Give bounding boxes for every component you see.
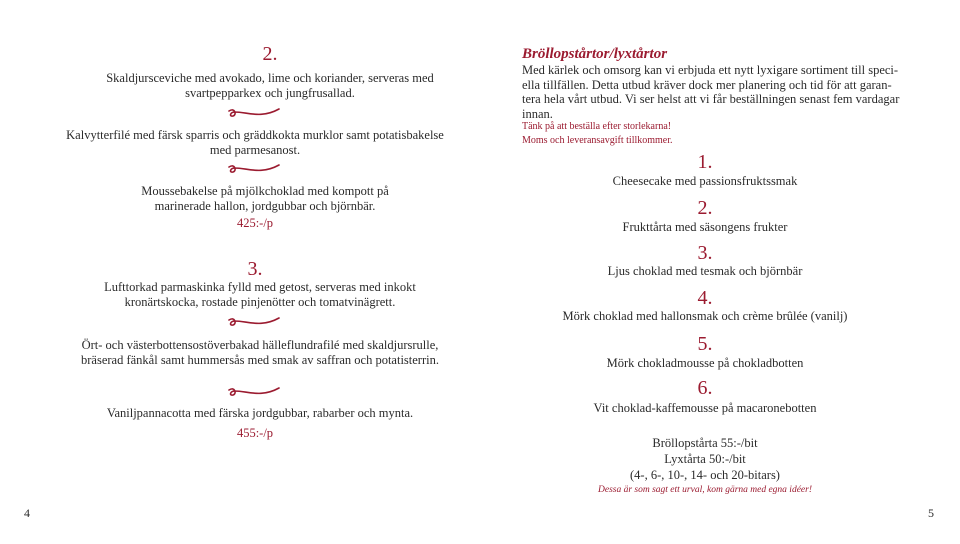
cake-number: 2. xyxy=(697,197,713,219)
cakes-heading: Bröllopstårtor/lyxtårtor xyxy=(522,46,668,62)
cakes-notes xyxy=(522,120,673,148)
intro-line: tera hela vårt utbud. Vi ser helst att vi får beställningen senast fem vardagar xyxy=(522,92,900,106)
note-line: Moms och leveransavgift tillkommer. xyxy=(522,135,673,146)
menu-3-starter: Lufttorkad parmaskinka fylld med getost, serveras med inkokt kronärtskocka, rostade pinjenötter och tomatvinägrett. xyxy=(104,280,416,309)
page-number-left: 4 xyxy=(24,506,30,520)
menu-3-dessert: Vaniljpannacotta med färska jordgubbar, rabarber och mynta. xyxy=(106,406,414,420)
menu-2-main: Kalvytterfilé med färsk sparris och gräddkokta murklor samt potatisbakelse med parmesanost. xyxy=(66,128,444,157)
cake-name: Vit choklad-kaffemousse på macaronebotten xyxy=(593,401,817,415)
cake-name: Ljus choklad med tesmak och björnbär xyxy=(607,264,803,278)
cake-name: Mörk chokladmousse på chokladbotten xyxy=(606,356,804,370)
intro-line: ella tillfällen. Detta utbud kräver dock mer planering och tid för att garan- xyxy=(522,77,892,92)
menu-number-2: 2. xyxy=(262,43,278,65)
menu-3-main: Ört- och västerbottensostöverbakad hälleflundrafilé med skaldjursrulle, bräserad fänkål samt hummersås med smak av saffran och potatisterrin. xyxy=(81,338,439,367)
flourish-divider-icon xyxy=(227,163,283,177)
cakes-intro xyxy=(522,63,902,121)
menu-2-dessert: Moussebakelse på mjölkchoklad med kompott på marinerade hallon, jordgubbar och björnbär. xyxy=(141,184,389,213)
cake-number: 4. xyxy=(697,287,713,309)
flourish-divider-icon xyxy=(227,316,283,330)
cake-number: 1. xyxy=(697,151,713,173)
page-number-right: 5 xyxy=(928,506,934,520)
intro-line: Med kärlek och omsorg kan vi erbjuda ett nytt lyxigare sortiment till speci- xyxy=(522,63,899,77)
menu-3-price: 455:-/p xyxy=(236,426,274,440)
price-luxury-cake: Lyxtårta 50:-/bit xyxy=(664,452,746,466)
cake-number: 5. xyxy=(697,333,713,355)
cake-number: 6. xyxy=(697,377,713,399)
cake-name: Cheesecake med passionsfruktssmak xyxy=(612,174,798,188)
note-line: Tänk på att beställa efter storlekarna! xyxy=(522,121,672,132)
cake-name: Frukttårta med säsongens frukter xyxy=(622,220,788,234)
cake-sizes: (4-, 6-, 10-, 14- och 20-bitars) xyxy=(630,468,780,482)
flourish-divider-icon xyxy=(227,386,283,400)
cake-name: Mörk choklad med hallonsmak och crème brûlée (vanilj) xyxy=(562,309,848,323)
footnote: Dessa är som sagt ett urval, kom gärna med egna idéer! xyxy=(598,485,812,495)
flourish-divider-icon xyxy=(227,107,283,121)
menu-2-starter: Skaldjursceviche med avokado, lime och koriander, serveras med svartpepparkex och jungfrusallad. xyxy=(106,71,434,100)
price-wedding-cake: Bröllopstårta 55:-/bit xyxy=(652,436,758,450)
intro-line: innan. xyxy=(522,106,553,121)
menu-2-price: 425:-/p xyxy=(236,216,274,230)
menu-number-3: 3. xyxy=(247,258,263,280)
cake-number: 3. xyxy=(697,242,713,264)
